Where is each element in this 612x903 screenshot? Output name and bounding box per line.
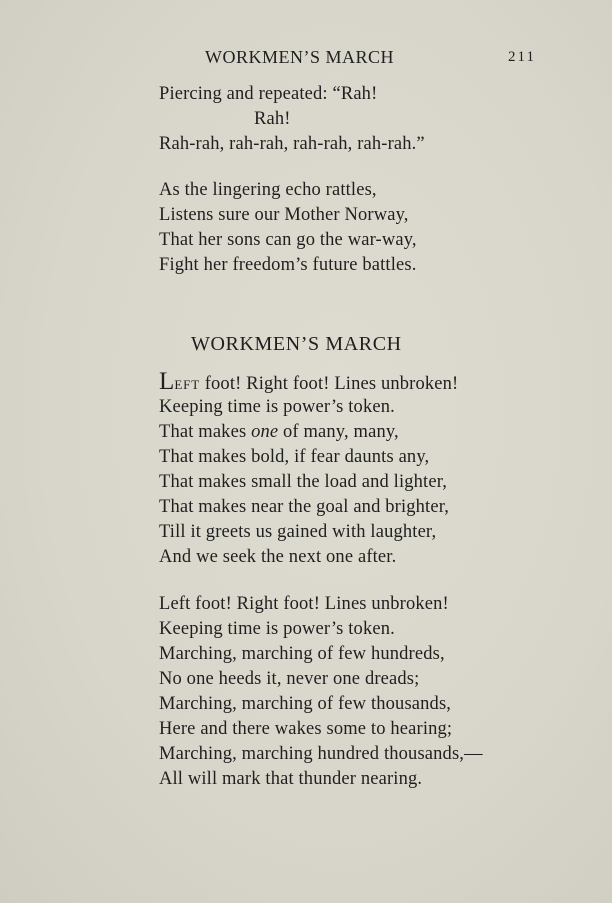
verse-line: That makes bold, if fear daunts any,	[159, 447, 430, 467]
drop-cap: L	[159, 368, 175, 395]
verse-line: Piercing and repeated: “Rah!	[159, 84, 378, 104]
verse-line: That makes near the goal and brighter,	[159, 497, 450, 517]
verse-line: And we seek the next one after.	[159, 547, 397, 567]
verse-line: As the lingering echo rattles,	[159, 180, 377, 200]
italic-word: one	[251, 422, 279, 442]
page-number: 211	[508, 49, 536, 65]
verse-line: That makes small the load and lighter,	[159, 472, 448, 492]
verse-line: Here and there wakes some to hearing;	[159, 719, 453, 739]
poem-title: WORKMEN’S MARCH	[191, 333, 402, 355]
verse-line: Marching, marching of few hundreds,	[159, 644, 445, 664]
verse-text: of many, many,	[278, 422, 399, 442]
verse-line: That her sons can go the war-way,	[159, 230, 417, 250]
verse-line: All will mark that thunder nearing.	[159, 769, 423, 789]
verse-line: Keeping time is power’s token.	[159, 397, 395, 417]
verse-line: No one heeds it, never one dreads;	[159, 669, 420, 689]
verse-text: foot! Right foot! Lines unbroken!	[199, 374, 459, 394]
verse-line: Left foot! Right foot! Lines unbroken!	[159, 594, 449, 614]
verse-line: Keeping time is power’s token.	[159, 619, 395, 639]
verse-line: Marching, marching hundred thousands,—	[159, 744, 483, 764]
verse-line: Marching, marching of few thousands,	[159, 694, 452, 714]
verse-line: Rah-rah, rah-rah, rah-rah, rah-rah.”	[159, 134, 425, 154]
small-caps-text: EFT	[174, 377, 200, 392]
running-head: WORKMEN’S MARCH	[205, 47, 395, 67]
verse-line: Listens sure our Mother Norway,	[159, 205, 409, 225]
verse-line	[159, 422, 399, 443]
verse-line: Till it greets us gained with laughter,	[159, 522, 437, 542]
verse-line-first	[159, 369, 458, 395]
verse-line: Fight her freedom’s future battles.	[159, 255, 417, 275]
verse-text: That makes	[159, 422, 252, 442]
verse-line: Rah!	[254, 109, 291, 129]
